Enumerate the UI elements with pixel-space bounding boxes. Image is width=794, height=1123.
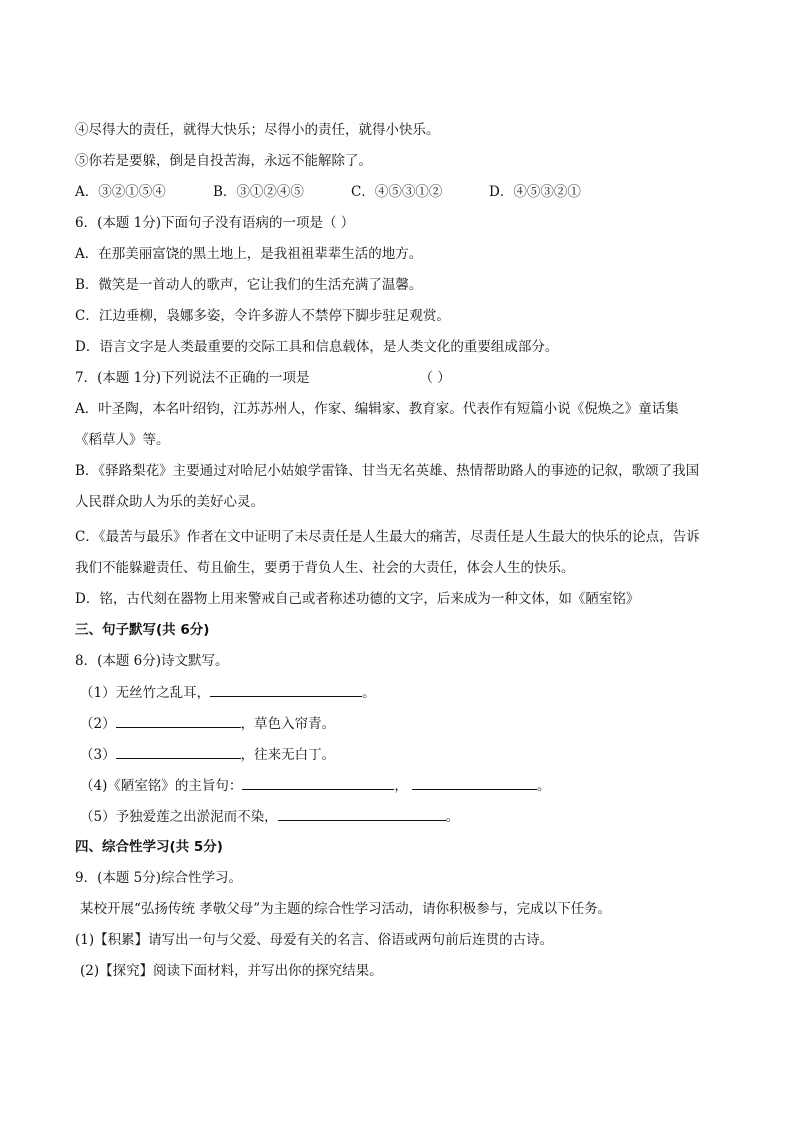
q8-item-1 xyxy=(80,682,724,703)
q7-option-a-line1: A．叶圣陶，本名叶绍钧，江苏苏州人，作家、编辑家、教育家。代表作有短篇小说《倪焕之》童话集 xyxy=(75,401,679,417)
q8-item-3 xyxy=(80,744,724,765)
q8-item-3-text: ，往来无白丁。 xyxy=(240,747,336,763)
q9-task-2: (2)【探究】阅读下面材料，并写出你的探究结果。 xyxy=(80,963,383,979)
section-3-heading: 三、句子默写(共 6分) xyxy=(75,622,210,638)
section-4-heading: 四、综合性学习(共 5分) xyxy=(75,839,223,855)
q7-option-a-line2: 《稻草人》等。 xyxy=(75,432,170,448)
q5-option-d: D．④⑤③②① xyxy=(489,184,581,200)
q8-item-5-end: 。 xyxy=(445,809,460,825)
q6-option-a: A．在那美丽富饶的黑土地上，是我祖祖辈辈生活的地方。 xyxy=(75,246,423,262)
q9-task-1: (1)【积累】请写出一句与父爱、母爱有关的名言、俗语或两句前后连贯的古诗。 xyxy=(75,932,554,948)
question-7-text: 7．(本题 1分)下列说法不正确的一项是 xyxy=(75,370,310,386)
question-6: 6．(本题 1分)下面句子没有语病的一项是（ ） xyxy=(75,215,355,231)
q8-item-3-num: （3） xyxy=(80,747,116,763)
q8-item-3-blank[interactable] xyxy=(116,744,241,759)
q8-item-1-end: 。 xyxy=(362,685,376,701)
q5-option-c: C．④⑤③①② xyxy=(351,184,443,200)
q7-option-c-line2: 我们不能躲避责任、苟且偷生，要勇于背负人生、社会的大责任，体会人生的快乐。 xyxy=(75,560,575,576)
q8-item-4-comma: ， xyxy=(394,778,408,794)
q8-item-2-text: ，草色入帘青。 xyxy=(240,716,336,732)
q5-option-a: A．③②①⑤④ xyxy=(75,184,166,200)
q7-option-b-line1: B．《驿路梨花》主要通过对哈尼小姑娘学雷锋、甘当无名英雄、热情帮助路人的事迹的记叙，歌颂了我国 xyxy=(75,463,700,479)
q8-item-1-text: （1）无丝竹之乱耳， xyxy=(80,685,211,701)
q5-option-b: B．③①②④⑤ xyxy=(213,184,304,200)
q8-item-4-text: （4)《陋室铭》的主旨句： xyxy=(80,778,243,794)
q6-option-b: B．微笑是一首动人的歌声，它让我们的生活充满了温馨。 xyxy=(75,277,423,293)
q5-options xyxy=(75,182,724,202)
q6-option-c: C．江边垂柳，袅娜多姿，令许多游人不禁停下脚步驻足观赏。 xyxy=(75,308,450,324)
q9-intro: 某校开展“弘扬传统 孝敬父母”为主题的综合性学习活动，请你积极参与，完成以下任务。 xyxy=(80,901,612,917)
q8-item-4-end: 。 xyxy=(536,778,551,794)
q8-item-4 xyxy=(80,775,724,796)
q7-option-c-line1: C．《最苦与最乐》作者在文中证明了未尽责任是人生最大的痛苦，尽责任是人生最大的快乐的论点，告诉 xyxy=(75,529,700,545)
question-7 xyxy=(75,368,724,388)
question-7-answer-paren: （ ） xyxy=(419,370,451,386)
q8-item-2-blank[interactable] xyxy=(116,713,241,728)
q7-option-d: D．铭，古代刻在器物上用来警戒自己或者称述功德的文字，后来成为一种文体，如《陋室铭》 xyxy=(75,591,640,607)
statement-4: ④尽得大的责任，就得大快乐；尽得小的责任，就得小快乐。 xyxy=(75,122,440,138)
question-9: 9．(本题 5分)综合性学习。 xyxy=(75,870,243,886)
q8-item-5-text: （5）予独爱莲之出淤泥而不染， xyxy=(80,809,278,825)
q8-item-2-num: （2） xyxy=(80,716,116,732)
q8-item-4-blank-1[interactable] xyxy=(242,775,394,790)
q8-item-5-blank[interactable] xyxy=(278,806,446,821)
question-8: 8．(本题 6分)诗文默写。 xyxy=(75,653,229,669)
q6-option-d: D．语言文字是人类最重要的交际工具和信息载体，是人类文化的重要组成部分。 xyxy=(75,339,559,355)
q8-item-2 xyxy=(80,713,724,734)
q8-item-1-blank[interactable] xyxy=(210,682,362,697)
q8-item-5 xyxy=(80,806,724,827)
statement-5: ⑤你若是要躲，倒是自投苦海，永远不能解除了。 xyxy=(75,153,372,169)
q7-option-b-line2: 人民群众助人为乐的美好心灵。 xyxy=(75,494,264,510)
q8-item-4-blank-2[interactable] xyxy=(412,775,537,790)
